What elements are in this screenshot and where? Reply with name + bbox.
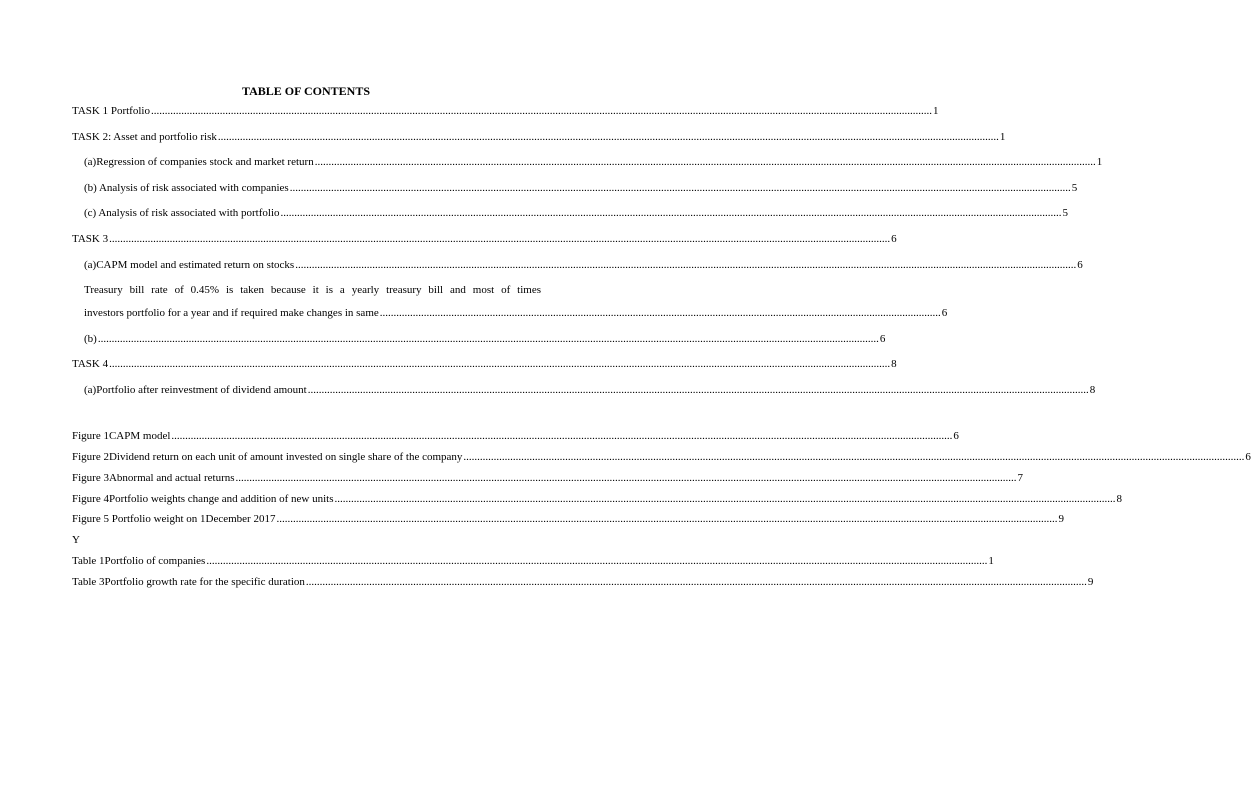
toc-title: TABLE OF CONTENTS [241, 84, 371, 98]
figure-entry[interactable]: Figure 5 Portfolio weight on 1December 2017 ..... 9 [72, 513, 541, 526]
figure-entry[interactable]: Figure 1CAPM model ..... 6 [72, 430, 541, 443]
stray-text: Y [72, 534, 80, 546]
toc-entry[interactable]: TASK 2: Asset and portfolio risk ..... 1 [72, 131, 541, 144]
toc-entry[interactable]: (a)CAPM model and estimated return on stocks ..... 6 [84, 259, 541, 272]
toc-entry[interactable]: TASK 1 Portfolio ..... 1 [72, 105, 541, 118]
toc-entry-multiline[interactable] [84, 279, 948, 325]
toc-entry-line2: investors portfolio for a year and if required make changes in same ............................................................................................................................................................................................................ 6 [84, 307, 948, 319]
toc-entry[interactable]: (c) Analysis of risk associated with portfolio ..... 5 [84, 207, 541, 220]
table-entry[interactable]: Table 1Portfolio of companies ..... 1 [72, 555, 541, 568]
toc-entry[interactable]: (a)Portfolio after reinvestment of dividend amount ..... 8 [84, 384, 541, 397]
toc-entry[interactable]: (a)Regression of companies stock and market return ..... 1 [84, 156, 541, 169]
toc-entry[interactable]: (b) ..... 6 [84, 333, 541, 346]
toc-entry[interactable]: TASK 3 ..... 6 [72, 233, 541, 246]
toc-entry[interactable]: TASK 4 ..... 8 [72, 358, 541, 371]
figure-entry[interactable]: Figure 4Portfolio weights change and addition of new units ..... 8 [72, 493, 541, 506]
figure-entry[interactable]: Figure 3Abnormal and actual returns ..... 7 [72, 472, 541, 485]
table-entry[interactable]: Table 3Portfolio growth rate for the specific duration ..... 9 [72, 576, 541, 589]
toc-entry[interactable]: (b) Analysis of risk associated with companies ..... 5 [84, 182, 541, 195]
toc-entry-line1: Treasury bill rate of 0.45% is taken because it is a yearly treasury bill and most of times [84, 284, 541, 296]
figure-entry[interactable]: Figure 2Dividend return on each unit of amount invested on single share of the company ..... 6 [72, 451, 541, 464]
